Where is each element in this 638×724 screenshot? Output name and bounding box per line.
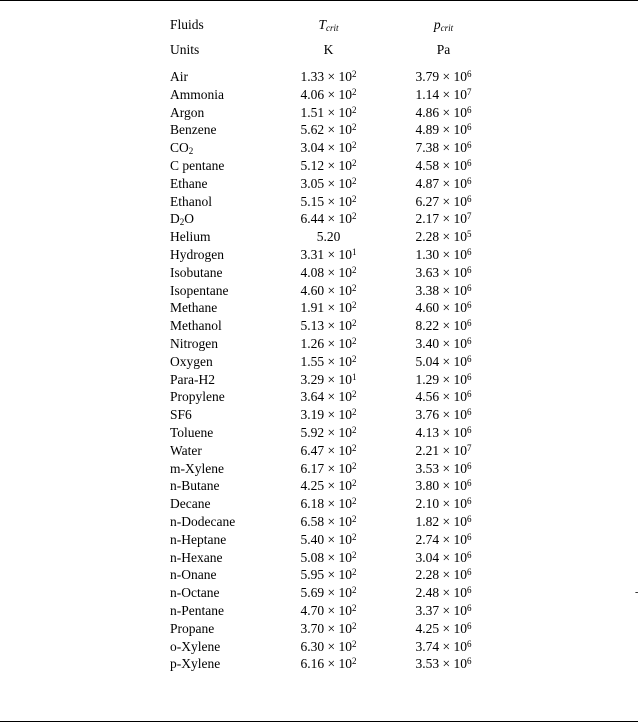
bottom-rule	[0, 721, 638, 722]
p-crit-value: $3.53 \times 10^6$	[415, 656, 472, 672]
table-row	[163, 638, 506, 656]
table-row	[163, 371, 506, 389]
t-crit-value: $1.55 \times 10^2$	[300, 353, 357, 369]
fluid-name: o-Xylene	[170, 638, 221, 654]
table-row	[163, 424, 506, 442]
fluid-name: Nitrogen	[170, 335, 218, 351]
fluid-name: Ammonia	[170, 86, 224, 102]
p-crit-value: $2.17 \times 10^7$	[415, 211, 472, 227]
p-crit-value: $4.25 \times 10^6$	[415, 620, 472, 636]
table-row	[163, 86, 506, 104]
table-row	[163, 495, 506, 513]
fluid-name: Isobutane	[170, 264, 223, 280]
table-row	[163, 264, 506, 282]
t-crit-value: $4.08 \times 10^2$	[300, 264, 357, 280]
p-crit-value: $3.76 \times 10^6$	[415, 407, 472, 423]
fluid-name: Hydrogen	[170, 246, 224, 262]
p-crit-value: $2.48 \times 10^6$	[415, 585, 472, 601]
p-crit-value: $1.14 \times 10^7$	[415, 86, 472, 102]
fluid-name: Decane	[170, 496, 211, 512]
table-row	[163, 104, 506, 122]
fluid-name: Propylene	[170, 389, 225, 405]
t-crit-value: $3.04 \times 10^2$	[300, 140, 357, 156]
table-row	[163, 317, 506, 335]
t-crit-value: $6.47 \times 10^2$	[300, 442, 357, 458]
p-crit-value: $4.87 \times 10^6$	[415, 175, 472, 191]
table-row	[163, 210, 506, 228]
t-crit-value: $6.30 \times 10^2$	[300, 638, 357, 654]
table-row	[163, 460, 506, 478]
t-crit-value: $5.95 \times 10^2$	[300, 567, 357, 583]
table-row	[163, 68, 506, 86]
fluid-name: Ethane	[170, 175, 208, 191]
table-row	[163, 228, 506, 246]
table-row	[163, 121, 506, 139]
table-row	[163, 513, 506, 531]
p-crit-value: $3.04 \times 10^6$	[415, 549, 472, 565]
units-p: Pa	[436, 41, 451, 57]
fluid-name: Water	[170, 442, 202, 458]
fluid-name: Methanol	[170, 318, 222, 334]
fluid-name: $CO_2$	[170, 140, 194, 157]
t-crit-value: $3.19 \times 10^2$	[300, 407, 357, 423]
p-crit-value: $4.56 \times 10^6$	[415, 389, 472, 405]
p-crit-value: $3.63 \times 10^6$	[415, 264, 472, 280]
t-crit-value: $4.06 \times 10^2$	[300, 86, 357, 102]
table-row	[163, 566, 506, 584]
p-crit-value: $3.74 \times 10^6$	[415, 638, 472, 654]
fluid-name: Argon	[170, 104, 205, 120]
p-symbol: p	[433, 16, 441, 32]
t-crit-value: $5.69 \times 10^2$	[300, 585, 357, 601]
t-crit-value: 5.20	[316, 229, 341, 245]
t-crit-value: $6.58 \times 10^2$	[300, 513, 357, 529]
t-crit-value: $5.92 \times 10^2$	[300, 424, 357, 440]
fluid-name: $D_2O$	[170, 211, 194, 228]
fluid-name: Helium	[170, 229, 211, 245]
p-crit-value: $4.58 \times 10^6$	[415, 157, 472, 173]
fluid-name: n-Heptane	[170, 531, 227, 547]
p-crit-value: $3.79 \times 10^6$	[415, 69, 472, 84]
table-row	[163, 353, 506, 371]
p-crit-value: $4.60 \times 10^6$	[415, 300, 472, 316]
p-crit-value: $8.22 \times 10^6$	[415, 318, 472, 334]
t-crit-value: $5.08 \times 10^2$	[300, 549, 357, 565]
t-symbol: T	[318, 16, 326, 32]
t-crit-value: $5.40 \times 10^2$	[300, 531, 357, 547]
t-crit-value: $5.13 \times 10^2$	[300, 318, 357, 334]
fluid-name: Air	[170, 69, 188, 84]
p-crit-value: $4.13 \times 10^6$	[415, 424, 472, 440]
t-crit-value: $6.44 \times 10^2$	[300, 211, 357, 227]
p-crit-value: $1.29 \times 10^6$	[415, 371, 472, 387]
t-crit-value: $3.29 \times 10^1$	[300, 371, 357, 387]
table-row	[163, 620, 506, 638]
p-crit-value: $2.28 \times 10^6$	[415, 567, 472, 583]
p-crit-value: $2.28 \times 10^5$	[415, 229, 472, 245]
units-row	[163, 37, 506, 62]
fluid-name: p-Xylene	[170, 656, 221, 672]
fluid-name: n-Pentane	[170, 602, 224, 618]
p-crit-value: $4.86 \times 10^6$	[415, 104, 472, 120]
p-crit-value: $6.27 \times 10^6$	[415, 193, 472, 209]
fluid-name: Propane	[170, 620, 215, 636]
table-row	[163, 655, 506, 673]
fluid-name: SF6	[170, 407, 192, 423]
t-subscript: crit	[326, 22, 339, 33]
p-crit-value: $4.89 \times 10^6$	[415, 122, 472, 138]
t-crit-value: $3.70 \times 10^2$	[300, 620, 357, 636]
table-row	[163, 584, 506, 602]
t-crit-value: $5.15 \times 10^2$	[300, 193, 357, 209]
t-crit-value: $1.26 \times 10^2$	[300, 335, 357, 351]
t-crit-value: $1.51 \times 10^2$	[300, 104, 357, 120]
table-row	[163, 602, 506, 620]
table-row	[163, 175, 506, 193]
t-crit-value: $3.64 \times 10^2$	[300, 389, 357, 405]
fluid-name: Benzene	[170, 122, 217, 138]
table-row	[163, 299, 506, 317]
t-crit-value: $3.31 \times 10^1$	[300, 246, 357, 262]
table-row	[163, 157, 506, 175]
units-t: K	[323, 41, 334, 57]
p-crit-value: $3.80 \times 10^6$	[415, 478, 472, 494]
table-row	[163, 335, 506, 353]
t-crit-value: $4.70 \times 10^2$	[300, 602, 357, 618]
p-crit-value: $5.04 \times 10^6$	[415, 353, 472, 369]
table-row	[163, 193, 506, 211]
header-row	[163, 12, 506, 37]
table-row	[163, 549, 506, 567]
t-crit-value: $6.18 \times 10^2$	[300, 496, 357, 512]
table-row	[163, 442, 506, 460]
p-crit-value: $2.10 \times 10^6$	[415, 496, 472, 512]
t-crit-value: $1.91 \times 10^2$	[300, 300, 357, 316]
t-crit-value: $6.17 \times 10^2$	[300, 460, 357, 476]
table-row	[163, 139, 506, 157]
p-crit-value: $7.38 \times 10^6$	[415, 140, 472, 156]
table-row	[163, 388, 506, 406]
header-t-crit	[276, 12, 381, 37]
t-crit-value: $6.16 \times 10^2$	[300, 656, 357, 672]
fluid-name: Para-H2	[170, 371, 215, 387]
fluid-name: Isopentane	[170, 282, 229, 298]
table-row	[163, 406, 506, 424]
fluid-name: n-Onane	[170, 567, 217, 583]
p-crit-value: $3.40 \times 10^6$	[415, 335, 472, 351]
units-label: Units	[170, 41, 200, 57]
t-crit-value: $4.60 \times 10^2$	[300, 282, 357, 298]
p-crit-value: $1.82 \times 10^6$	[415, 513, 472, 529]
top-rule	[0, 0, 638, 1]
table-row	[163, 531, 506, 549]
table-row	[163, 246, 506, 264]
t-crit-value: $5.12 \times 10^2$	[300, 157, 357, 173]
table-row	[163, 477, 506, 495]
p-crit-value: $3.53 \times 10^6$	[415, 460, 472, 476]
fluid-name: n-Butane	[170, 478, 220, 494]
fluid-name: Oxygen	[170, 353, 213, 369]
fluid-name: Toluene	[170, 424, 214, 440]
p-crit-value: $2.74 \times 10^6$	[415, 531, 472, 547]
p-crit-value: $2.21 \times 10^7$	[415, 442, 472, 458]
fluid-name: n-Octane	[170, 585, 220, 601]
p-crit-value: $3.38 \times 10^6$	[415, 282, 472, 298]
fluid-name: C pentane	[170, 157, 225, 173]
fluid-name: Methane	[170, 300, 218, 316]
p-crit-value: $1.30 \times 10^6$	[415, 246, 472, 262]
fluid-name: Ethanol	[170, 193, 212, 209]
header-fluids: Fluids	[170, 16, 204, 32]
fluid-name: m-Xylene	[170, 460, 224, 476]
t-crit-value: $5.62 \times 10^2$	[300, 122, 357, 138]
table-body	[163, 68, 506, 673]
p-subscript: crit	[440, 22, 454, 33]
header-p-crit	[381, 12, 506, 37]
critical-properties-table	[163, 12, 506, 673]
t-crit-value: $4.25 \times 10^2$	[300, 478, 357, 494]
t-crit-value: $1.33 \times 10^2$	[300, 69, 357, 84]
table-row	[163, 282, 506, 300]
p-crit-value: $3.37 \times 10^6$	[415, 602, 472, 618]
t-crit-value: $3.05 \times 10^2$	[300, 175, 357, 191]
fluid-name: n-Dodecane	[170, 513, 236, 529]
fluid-name: n-Hexane	[170, 549, 223, 565]
